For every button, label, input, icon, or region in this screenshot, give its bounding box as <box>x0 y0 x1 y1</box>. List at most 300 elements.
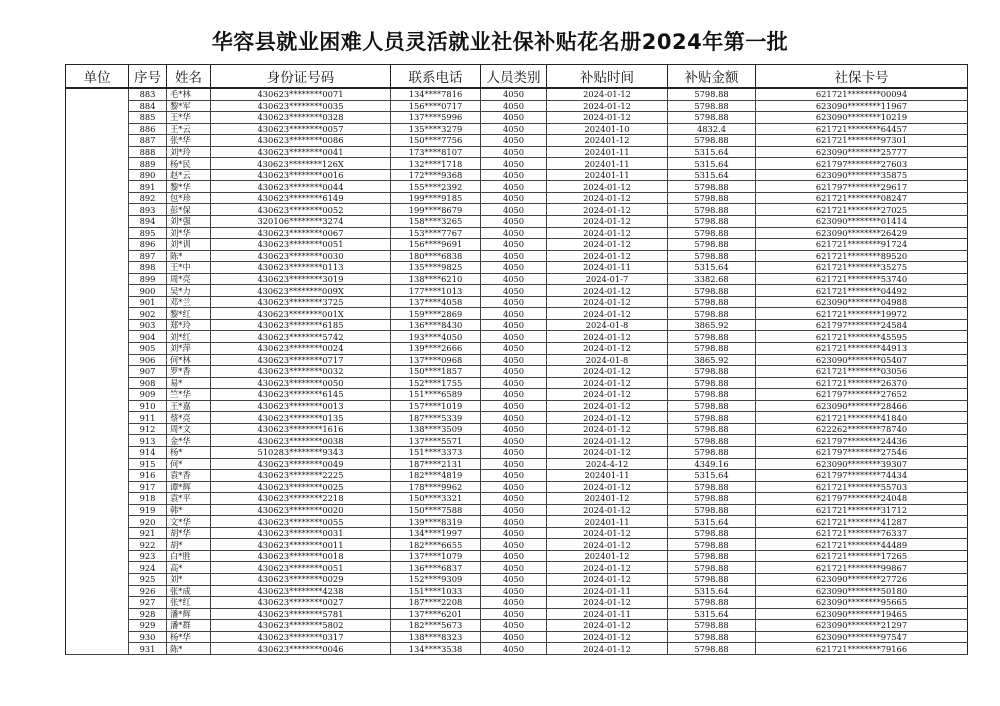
row-name: 刘*玲 <box>167 146 211 158</box>
row-id-number: 430623********0055 <box>211 516 391 528</box>
row-id-number: 430623********0051 <box>211 239 391 251</box>
row-phone: 151****1033 <box>391 585 481 597</box>
table-row <box>66 366 968 378</box>
table-row <box>66 100 968 112</box>
row-id-number: 430623********0052 <box>211 204 391 216</box>
row-index: 888 <box>129 146 167 158</box>
table-row <box>66 216 968 228</box>
row-phone: 152****1755 <box>391 377 481 389</box>
row-subsidy-time: 2024-01-12 <box>547 539 668 551</box>
row-subsidy-time: 2024-01-12 <box>547 239 668 251</box>
row-id-number: 430623********0031 <box>211 527 391 539</box>
row-id-number: 430623********2218 <box>211 493 391 505</box>
row-index: 927 <box>129 597 167 609</box>
row-phone: 136****6837 <box>391 562 481 574</box>
row-name: 潘*群 <box>167 620 211 632</box>
row-card-number: 621721********26370 <box>756 377 968 389</box>
row-name: 金*华 <box>167 435 211 447</box>
row-category: 4050 <box>481 446 547 458</box>
row-subsidy-time: 2024-01-7 <box>547 273 668 285</box>
row-id-number: 430623********0717 <box>211 354 391 366</box>
row-index: 926 <box>129 585 167 597</box>
row-subsidy-time: 2024-01-12 <box>547 377 668 389</box>
row-index: 911 <box>129 412 167 424</box>
row-card-number: 623090********21297 <box>756 620 968 632</box>
row-phone: 177****1013 <box>391 285 481 297</box>
header-subsidy-amount: 补贴金额 <box>668 65 756 89</box>
row-index: 909 <box>129 389 167 401</box>
row-card-number: 623090********50180 <box>756 585 968 597</box>
row-id-number: 430623********0135 <box>211 412 391 424</box>
row-category: 4050 <box>481 169 547 181</box>
row-category: 4050 <box>481 493 547 505</box>
row-subsidy-amount: 3382.68 <box>668 273 756 285</box>
table-row <box>66 273 968 285</box>
row-name: 黎*军 <box>167 100 211 112</box>
row-name: 陈* <box>167 643 211 655</box>
row-name: 王*嘉 <box>167 400 211 412</box>
row-subsidy-amount: 5315.64 <box>668 585 756 597</box>
table-row <box>66 470 968 482</box>
row-card-number: 623090********10219 <box>756 112 968 124</box>
row-category: 4050 <box>481 239 547 251</box>
row-card-number: 623090********35875 <box>756 169 968 181</box>
row-index: 905 <box>129 343 167 355</box>
row-subsidy-amount: 3865.92 <box>668 354 756 366</box>
row-subsidy-amount: 5798.88 <box>668 285 756 297</box>
row-category: 4050 <box>481 620 547 632</box>
row-card-number: 623090********25777 <box>756 146 968 158</box>
row-subsidy-amount: 5798.88 <box>668 435 756 447</box>
row-phone: 138****6210 <box>391 273 481 285</box>
row-subsidy-time: 2024-01-12 <box>547 181 668 193</box>
row-subsidy-amount: 5798.88 <box>668 88 756 100</box>
row-id-number: 430623********4238 <box>211 585 391 597</box>
row-index: 894 <box>129 216 167 228</box>
row-index: 931 <box>129 643 167 655</box>
row-subsidy-amount: 5798.88 <box>668 412 756 424</box>
row-subsidy-amount: 5798.88 <box>668 192 756 204</box>
row-card-number: 623090********11967 <box>756 100 968 112</box>
row-index: 917 <box>129 481 167 493</box>
row-name: 何*林 <box>167 354 211 366</box>
row-index: 918 <box>129 493 167 505</box>
row-subsidy-amount: 5798.88 <box>668 227 756 239</box>
row-name: 文*华 <box>167 516 211 528</box>
table-row <box>66 250 968 262</box>
row-subsidy-time: 2024-01-12 <box>547 504 668 516</box>
row-name: 张*成 <box>167 585 211 597</box>
row-subsidy-amount: 5798.88 <box>668 331 756 343</box>
row-name: 白*胜 <box>167 550 211 562</box>
row-subsidy-time: 2024-01-12 <box>547 308 668 320</box>
row-category: 4050 <box>481 412 547 424</box>
row-id-number: 430623********0027 <box>211 597 391 609</box>
row-name: 张*华 <box>167 135 211 147</box>
row-subsidy-time: 2024-01-12 <box>547 296 668 308</box>
row-subsidy-amount: 5315.64 <box>668 516 756 528</box>
table-row <box>66 123 968 135</box>
row-phone: 180****6838 <box>391 250 481 262</box>
row-subsidy-amount: 5798.88 <box>668 216 756 228</box>
row-subsidy-time: 202401-12 <box>547 135 668 147</box>
row-name: 张*红 <box>167 597 211 609</box>
row-subsidy-amount: 5798.88 <box>668 400 756 412</box>
table-row <box>66 331 968 343</box>
row-id-number: 510283********9343 <box>211 446 391 458</box>
row-subsidy-time: 2024-01-12 <box>547 192 668 204</box>
row-name: 胡*华 <box>167 527 211 539</box>
row-phone: 153****7767 <box>391 227 481 239</box>
row-name: 刘*训 <box>167 239 211 251</box>
page-title: 华容县就业困难人员灵活就业社保补贴花名册2024年第一批 <box>211 30 789 54</box>
header-category: 人员类别 <box>481 65 547 89</box>
row-card-number: 621721********55703 <box>756 481 968 493</box>
row-name: 周*文 <box>167 423 211 435</box>
row-id-number: 430623********001X <box>211 308 391 320</box>
header-name: 姓名 <box>167 65 211 89</box>
row-card-number: 621797********27603 <box>756 158 968 170</box>
row-phone: 178****9962 <box>391 481 481 493</box>
row-card-number: 623090********28466 <box>756 400 968 412</box>
row-card-number: 621721********53740 <box>756 273 968 285</box>
table-row <box>66 620 968 632</box>
row-category: 4050 <box>481 539 547 551</box>
unit-cell <box>66 88 129 654</box>
row-index: 916 <box>129 470 167 482</box>
row-id-number: 430623********0032 <box>211 366 391 378</box>
row-id-number: 430623********0113 <box>211 262 391 274</box>
row-id-number: 430623********5781 <box>211 608 391 620</box>
row-subsidy-time: 202401-11 <box>547 169 668 181</box>
row-phone: 135****3279 <box>391 123 481 135</box>
row-id-number: 430623********0049 <box>211 458 391 470</box>
row-category: 4050 <box>481 204 547 216</box>
table-row <box>66 631 968 643</box>
row-phone: 137****5571 <box>391 435 481 447</box>
table-row <box>66 562 968 574</box>
table-row <box>66 400 968 412</box>
row-category: 4050 <box>481 158 547 170</box>
row-subsidy-amount: 5798.88 <box>668 493 756 505</box>
row-card-number: 623090********97547 <box>756 631 968 643</box>
row-name: 刘* <box>167 573 211 585</box>
row-phone: 158****3265 <box>391 216 481 228</box>
row-name: 周*亮 <box>167 273 211 285</box>
row-id-number: 430623********0046 <box>211 643 391 655</box>
row-subsidy-time: 2024-01-12 <box>547 216 668 228</box>
row-card-number: 621721********27025 <box>756 204 968 216</box>
row-card-number: 621797********24436 <box>756 435 968 447</box>
row-subsidy-time: 2024-01-12 <box>547 446 668 458</box>
table-row <box>66 504 968 516</box>
row-id-number: 430623********2225 <box>211 470 391 482</box>
table-row <box>66 135 968 147</box>
row-subsidy-amount: 5798.88 <box>668 527 756 539</box>
row-subsidy-time: 2024-01-12 <box>547 285 668 297</box>
row-phone: 137****1079 <box>391 550 481 562</box>
table-row <box>66 262 968 274</box>
row-card-number: 621721********35275 <box>756 262 968 274</box>
row-phone: 187****2131 <box>391 458 481 470</box>
row-subsidy-amount: 5798.88 <box>668 343 756 355</box>
row-id-number: 430623********0057 <box>211 123 391 135</box>
row-subsidy-amount: 5798.88 <box>668 620 756 632</box>
row-phone: 152****9309 <box>391 573 481 585</box>
row-subsidy-time: 202401-11 <box>547 470 668 482</box>
table-row <box>66 377 968 389</box>
row-phone: 182****5673 <box>391 620 481 632</box>
row-category: 4050 <box>481 343 547 355</box>
row-index: 884 <box>129 100 167 112</box>
row-name: 易* <box>167 377 211 389</box>
row-category: 4050 <box>481 458 547 470</box>
row-subsidy-time: 2024-01-8 <box>547 319 668 331</box>
table-row <box>66 608 968 620</box>
row-index: 887 <box>129 135 167 147</box>
row-index: 893 <box>129 204 167 216</box>
table-row <box>66 204 968 216</box>
row-phone: 139****2666 <box>391 343 481 355</box>
row-phone: 173****8107 <box>391 146 481 158</box>
row-subsidy-time: 2024-01-12 <box>547 250 668 262</box>
row-subsidy-time: 2024-01-12 <box>547 343 668 355</box>
row-category: 4050 <box>481 319 547 331</box>
row-phone: 134****3538 <box>391 643 481 655</box>
row-id-number: 430623********3019 <box>211 273 391 285</box>
row-subsidy-time: 2024-01-12 <box>547 620 668 632</box>
row-subsidy-amount: 5798.88 <box>668 204 756 216</box>
row-category: 4050 <box>481 597 547 609</box>
row-phone: 172****9368 <box>391 169 481 181</box>
row-category: 4050 <box>481 250 547 262</box>
row-phone: 155****2392 <box>391 181 481 193</box>
table-row <box>66 227 968 239</box>
row-subsidy-time: 2024-01-12 <box>547 204 668 216</box>
table-row <box>66 192 968 204</box>
row-index: 921 <box>129 527 167 539</box>
row-card-number: 621797********29617 <box>756 181 968 193</box>
row-subsidy-time: 202401-10 <box>547 123 668 135</box>
row-index: 912 <box>129 423 167 435</box>
row-index: 891 <box>129 181 167 193</box>
row-index: 883 <box>129 88 167 100</box>
row-category: 4050 <box>481 227 547 239</box>
row-subsidy-amount: 5798.88 <box>668 250 756 262</box>
row-subsidy-time: 2024-01-12 <box>547 400 668 412</box>
row-subsidy-amount: 5315.64 <box>668 470 756 482</box>
row-subsidy-time: 2024-4-12 <box>547 458 668 470</box>
row-category: 4050 <box>481 504 547 516</box>
row-card-number: 621721********04492 <box>756 285 968 297</box>
row-card-number: 623090********05407 <box>756 354 968 366</box>
row-name: 刘*华 <box>167 227 211 239</box>
row-name: 谭*辉 <box>167 481 211 493</box>
table-row <box>66 146 968 158</box>
row-name: 刘*红 <box>167 331 211 343</box>
row-card-number: 621721********91724 <box>756 239 968 251</box>
row-subsidy-time: 2024-01-12 <box>547 643 668 655</box>
table-row <box>66 458 968 470</box>
row-id-number: 430623********0041 <box>211 146 391 158</box>
row-index: 892 <box>129 192 167 204</box>
table-row <box>66 527 968 539</box>
row-index: 899 <box>129 273 167 285</box>
row-card-number: 621721********89520 <box>756 250 968 262</box>
row-card-number: 621721********44489 <box>756 539 968 551</box>
row-phone: 135****9825 <box>391 262 481 274</box>
row-name: 刘*强 <box>167 216 211 228</box>
row-index: 925 <box>129 573 167 585</box>
row-category: 4050 <box>481 123 547 135</box>
row-phone: 136****8430 <box>391 319 481 331</box>
row-name: 王*中 <box>167 262 211 274</box>
row-id-number: 430623********0035 <box>211 100 391 112</box>
row-subsidy-amount: 5798.88 <box>668 296 756 308</box>
row-index: 920 <box>129 516 167 528</box>
row-phone: 151****6589 <box>391 389 481 401</box>
row-card-number: 622262********78740 <box>756 423 968 435</box>
row-category: 4050 <box>481 608 547 620</box>
row-index: 904 <box>129 331 167 343</box>
row-subsidy-amount: 5798.88 <box>668 389 756 401</box>
row-id-number: 430623********0018 <box>211 550 391 562</box>
row-id-number: 430623********3725 <box>211 296 391 308</box>
row-subsidy-amount: 5798.88 <box>668 112 756 124</box>
row-index: 919 <box>129 504 167 516</box>
row-subsidy-time: 2024-01-12 <box>547 527 668 539</box>
row-index: 890 <box>129 169 167 181</box>
row-card-number: 621797********74434 <box>756 470 968 482</box>
row-category: 4050 <box>481 296 547 308</box>
row-name: 包*珍 <box>167 192 211 204</box>
row-id-number: 430623********1616 <box>211 423 391 435</box>
row-id-number: 430623********0051 <box>211 562 391 574</box>
row-subsidy-amount: 5798.88 <box>668 504 756 516</box>
row-subsidy-amount: 4349.16 <box>668 458 756 470</box>
row-subsidy-time: 2024-01-12 <box>547 423 668 435</box>
row-subsidy-amount: 5798.88 <box>668 239 756 251</box>
row-id-number: 430623********5742 <box>211 331 391 343</box>
row-name: 蔡*亮 <box>167 412 211 424</box>
row-category: 4050 <box>481 366 547 378</box>
table-row <box>66 343 968 355</box>
row-subsidy-amount: 5315.64 <box>668 169 756 181</box>
row-subsidy-time: 2024-01-12 <box>547 435 668 447</box>
row-card-number: 621721********41287 <box>756 516 968 528</box>
table-row <box>66 585 968 597</box>
row-category: 4050 <box>481 643 547 655</box>
row-subsidy-time: 2024-01-12 <box>547 562 668 574</box>
row-index: 922 <box>129 539 167 551</box>
row-category: 4050 <box>481 331 547 343</box>
row-subsidy-time: 2024-01-11 <box>547 585 668 597</box>
row-subsidy-amount: 5798.88 <box>668 631 756 643</box>
row-index: 928 <box>129 608 167 620</box>
row-category: 4050 <box>481 573 547 585</box>
row-id-number: 430623********0020 <box>211 504 391 516</box>
row-category: 4050 <box>481 562 547 574</box>
table-row <box>66 412 968 424</box>
header-card-number: 社保卡号 <box>756 65 968 89</box>
row-subsidy-amount: 5798.88 <box>668 308 756 320</box>
row-name: 郑*玲 <box>167 319 211 331</box>
row-subsidy-time: 2024-01-12 <box>547 412 668 424</box>
row-id-number: 430623********0029 <box>211 573 391 585</box>
row-category: 4050 <box>481 435 547 447</box>
row-phone: 156****9691 <box>391 239 481 251</box>
row-card-number: 621797********24584 <box>756 319 968 331</box>
row-phone: 150****7756 <box>391 135 481 147</box>
row-phone: 134****1997 <box>391 527 481 539</box>
row-id-number: 430623********6149 <box>211 192 391 204</box>
row-category: 4050 <box>481 262 547 274</box>
row-card-number: 623090********01414 <box>756 216 968 228</box>
row-name: 吴*力 <box>167 285 211 297</box>
table-row <box>66 597 968 609</box>
row-name: 黎*红 <box>167 308 211 320</box>
row-id-number: 430623********0086 <box>211 135 391 147</box>
row-card-number: 621721********08247 <box>756 192 968 204</box>
row-phone: 150****7588 <box>391 504 481 516</box>
row-name: 潘*辉 <box>167 608 211 620</box>
row-name: 黎*华 <box>167 181 211 193</box>
row-card-number: 621721********41840 <box>756 412 968 424</box>
row-card-number: 621721********44913 <box>756 343 968 355</box>
row-category: 4050 <box>481 112 547 124</box>
row-category: 4050 <box>481 470 547 482</box>
table-row <box>66 88 968 100</box>
table-row <box>66 319 968 331</box>
row-subsidy-amount: 5798.88 <box>668 377 756 389</box>
row-card-number: 621797********27652 <box>756 389 968 401</box>
row-phone: 137****6201 <box>391 608 481 620</box>
row-subsidy-amount: 5315.64 <box>668 146 756 158</box>
row-index: 906 <box>129 354 167 366</box>
row-phone: 157****1019 <box>391 400 481 412</box>
row-category: 4050 <box>481 308 547 320</box>
row-index: 907 <box>129 366 167 378</box>
row-name: 刘*萍 <box>167 343 211 355</box>
row-phone: 187****5339 <box>391 412 481 424</box>
row-phone: 139****8319 <box>391 516 481 528</box>
row-phone: 138****3509 <box>391 423 481 435</box>
row-index: 929 <box>129 620 167 632</box>
row-card-number: 621721********00094 <box>756 88 968 100</box>
row-subsidy-time: 2024-01-12 <box>547 366 668 378</box>
row-category: 4050 <box>481 273 547 285</box>
row-index: 897 <box>129 250 167 262</box>
row-name: 高* <box>167 562 211 574</box>
row-name: 罗*香 <box>167 366 211 378</box>
row-subsidy-time: 2024-01-12 <box>547 100 668 112</box>
row-phone: 134****7816 <box>391 88 481 100</box>
row-card-number: 621721********45595 <box>756 331 968 343</box>
row-id-number: 430623********0013 <box>211 400 391 412</box>
row-id-number: 430623********6145 <box>211 389 391 401</box>
row-index: 889 <box>129 158 167 170</box>
row-id-number: 430623********009X <box>211 285 391 297</box>
row-category: 4050 <box>481 516 547 528</box>
table-row <box>66 539 968 551</box>
row-index: 901 <box>129 296 167 308</box>
table-row <box>66 481 968 493</box>
row-category: 4050 <box>481 285 547 297</box>
row-subsidy-time: 2024-01-8 <box>547 354 668 366</box>
row-card-number: 621721********97301 <box>756 135 968 147</box>
row-subsidy-amount: 5798.88 <box>668 446 756 458</box>
row-index: 885 <box>129 112 167 124</box>
